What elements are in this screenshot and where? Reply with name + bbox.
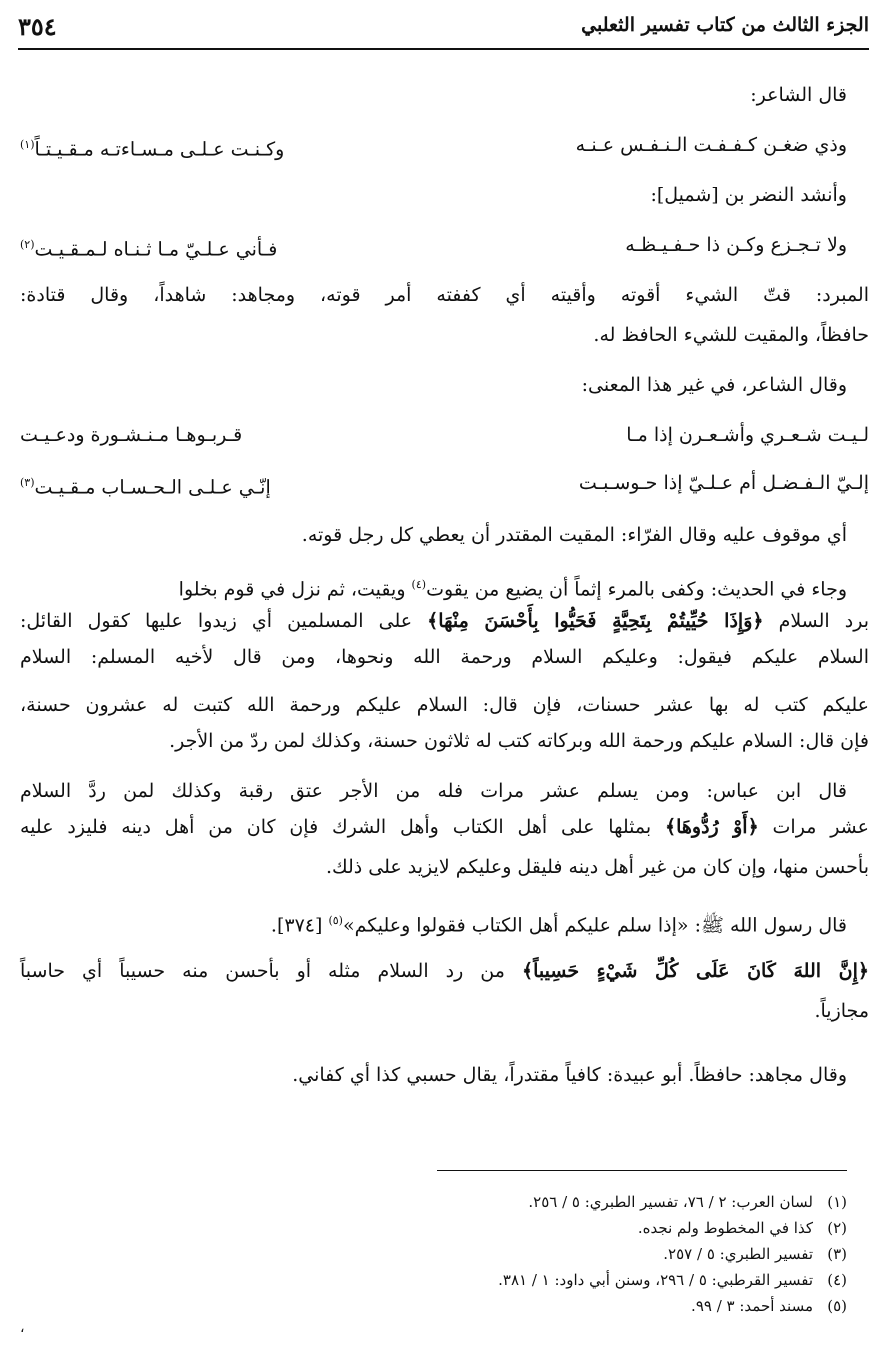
footnote-text: تفسير القرطبي: ٥ / ٢٩٦، وسنن أبي داود: ١ / ٣٨١. xyxy=(498,1271,813,1289)
text-span: ويقيت، ثم نزل في قوم بخلوا xyxy=(178,578,412,601)
footnote-text: تفسير الطبري: ٥ / ٢٥٧. xyxy=(663,1245,813,1263)
verse-hemistich-left: قـربـوهـا مـنـشـورة ودعـيـت xyxy=(20,424,243,446)
footnote xyxy=(663,1242,847,1266)
footnote-number: (٥) xyxy=(827,1297,847,1315)
verse-text: فـأني عـلـيّ مـا ثـنـاه لـمـقـيـت xyxy=(34,238,278,261)
text-line xyxy=(20,812,869,842)
verse-text: وكـنـت عـلـى مـسـاءتـه مـقـيـتـاً xyxy=(34,138,285,161)
text-span: برد السلام xyxy=(763,610,869,632)
footnote-ref: (١) xyxy=(20,138,35,151)
text-line xyxy=(20,606,869,636)
verse-hemistich-right: إلـيّ الـفـضـل أم عـلـيّ إذا حـوسـبـت xyxy=(578,472,869,494)
text-span: وجاء في الحديث: وكفى بالمرء إثماً أن يضيع من يقوت xyxy=(426,578,847,601)
text-line xyxy=(20,906,847,940)
text-line: مجازياً. xyxy=(814,1000,869,1022)
text-span: على المسلمين أي زيدوا عليها كقول القائل: xyxy=(20,610,428,632)
verse-hemistich-right: ولا تـجـزع وكـن ذا حـفـيـظـه xyxy=(625,234,847,256)
text-line xyxy=(20,956,869,986)
verse-hemistich-right: لـيـت شـعـري وأشـعـرن إذا مـا xyxy=(626,424,869,446)
footnote-number: (١) xyxy=(827,1193,847,1211)
quran-verse: ﴿إِنَّ اللهَ كَانَ عَلَى كُلِّ شَيْءٍ حَسِيباً﴾ xyxy=(521,960,870,982)
bottom-mark: ، xyxy=(20,1320,25,1336)
footnote-ref: (٢) xyxy=(20,238,35,251)
footnote-number: (٢) xyxy=(827,1219,847,1237)
verse-hemistich-right: وذي ضغـن كـفـفـت الـنـفـس عـنـه xyxy=(575,134,847,156)
quran-verse: ﴿أَوْ رُدُّوهَا﴾ xyxy=(664,816,759,838)
footnote-number: (٤) xyxy=(827,1271,847,1289)
footnote-rule xyxy=(437,1170,847,1171)
text-line: وقال الشاعر، في غير هذا المعنى: xyxy=(581,374,847,396)
footnote-ref: (٥) xyxy=(328,914,343,927)
running-title: الجزء الثالث من كتاب تفسير الثعلبي xyxy=(581,14,869,36)
footnote-text: كذا في المخطوط ولم نجده. xyxy=(637,1219,813,1237)
text-span: [٣٧٤]. xyxy=(270,914,329,937)
text-span: عشر مرات xyxy=(758,816,869,838)
page-header xyxy=(18,12,869,46)
text-line: وأنشد النضر بن [شميل]: xyxy=(650,184,847,206)
text-line: قال الشاعر: xyxy=(750,84,847,106)
text-line: فإن قال: السلام عليكم ورحمة الله وبركاته كتب له ثلاثون حسنة، وكذلك لمن ردّ من الأجر. xyxy=(169,730,869,752)
verse-hemistich-left xyxy=(20,468,271,502)
text-line: حافظاً، والمقيت للشيء الحافظ له. xyxy=(593,324,869,346)
footnote xyxy=(528,1190,847,1214)
text-line: أي موقوف عليه وقال الفرّاء: المقيت المقتدر أن يعطي كل رجل قوته. xyxy=(301,524,847,546)
text-line xyxy=(20,570,847,604)
text-line: عليكم كتب له بها عشر حسنات، فإن قال: السلام عليكم ورحمة الله كتبت له عشرون حسنة، xyxy=(20,694,869,716)
text-line: بأحسن منها، وإن كان من غير أهل دينه فليقل وعليكم لايزيد على ذلك. xyxy=(325,856,869,878)
text-line: المبرد: قتّ الشيء أقوته وأقيته أي كففته أمر قوته، ومجاهد: شاهداً، وقال قتادة: xyxy=(20,284,869,306)
quran-verse: ﴿وَإِذَا حُيِّيتُمْ بِتَحِيَّةٍ فَحَيُّوا بِأَحْسَنَ مِنْهَا﴾ xyxy=(427,610,764,632)
text-span: قال رسول الله ﷺ: «إذا سلم عليكم أهل الكتاب فقولوا وعليكم» xyxy=(342,914,847,937)
text-span: من رد السلام مثله أو بأحسن منه حسيباً أي حاسباً xyxy=(20,960,522,982)
verse-text: إنّـي عـلـى الـحـسـاب مـقـيـت xyxy=(34,476,271,499)
footnote xyxy=(691,1294,847,1318)
text-line: قال ابن عباس: ومن يسلم عشر مرات فله من الأجر عتق رقبة وكذلك لمن ردَّ السلام xyxy=(20,780,847,802)
verse-hemistich-left xyxy=(20,130,284,164)
header-rule xyxy=(18,48,869,50)
footnote-ref: (٣) xyxy=(20,476,35,489)
footnote xyxy=(638,1216,847,1240)
verse-hemistich-left xyxy=(20,230,277,264)
text-line: وقال مجاهد: حافظاً. أبو عبيدة: كافياً مقتدراً، يقال حسبي كذا أي كفاني. xyxy=(292,1064,847,1086)
footnote-number: (٣) xyxy=(827,1245,847,1263)
text-line: السلام عليكم فيقول: وعليكم السلام ورحمة الله ونحوها، ومن قال لأخيه المسلم: السلام xyxy=(20,646,869,668)
page-number: ٣٥٤ xyxy=(18,12,57,41)
footnote-text: لسان العرب: ٢ / ٧٦، تفسير الطبري: ٥ / ٢٥٦. xyxy=(528,1193,813,1211)
footnote xyxy=(498,1268,847,1292)
footnote-ref: (٤) xyxy=(411,578,427,591)
footnote-text: مسند أحمد: ٣ / ٩٩. xyxy=(691,1297,813,1315)
text-span: بمثلها على أهل الكتاب وأهل الشرك فإن كان من أهل دينه فليزد عليه xyxy=(20,816,665,838)
